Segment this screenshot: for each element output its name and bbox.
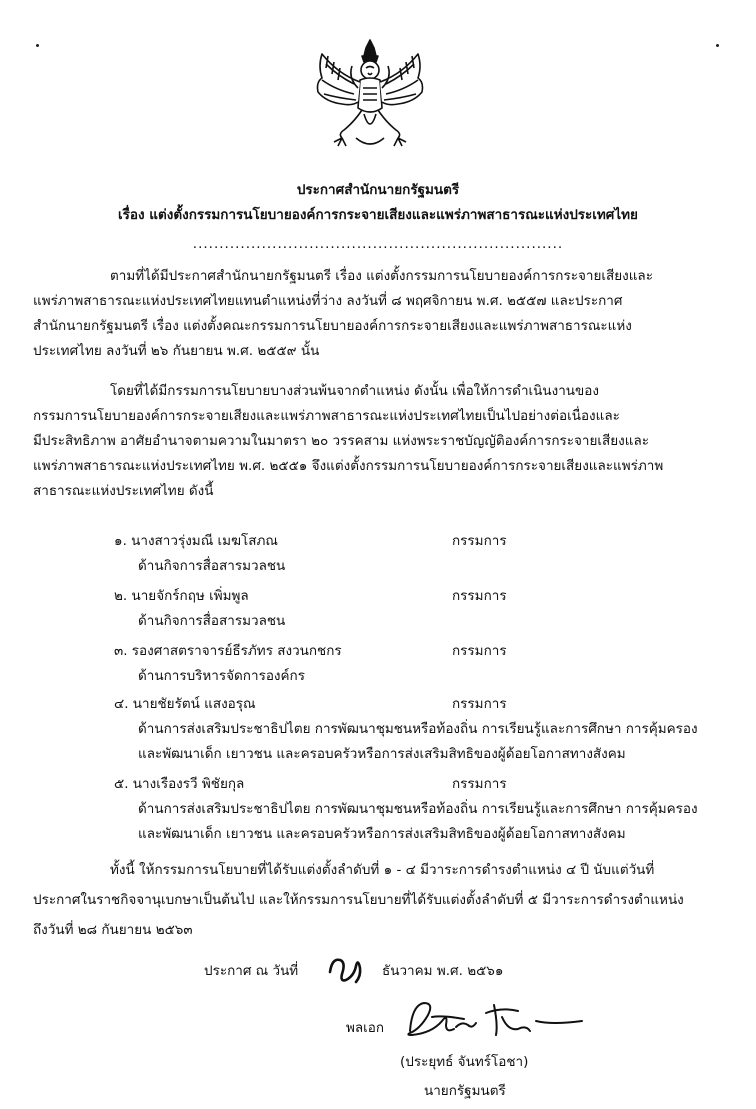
member-5-role: กรรมการ — [452, 776, 507, 792]
paragraph1-line-3: สำนักนายกรัฐมนตรี เรื่อง แต่งตั้งคณะกรรมการนโยบายองค์การกระจายเสียงและแพร่ภาพสาธารณะแห่ง — [33, 318, 632, 334]
announcement-prefix: ประกาศ ณ วันที่ — [204, 963, 299, 979]
paragraph3-line-1: ทั้งนี้ ให้กรรมการนโยบายที่ได้รับแต่งตั้งลำดับที่ ๑ - ๔ มีวาระการดำรงตำแหน่ง ๔ ปี นับแต่วันที่ — [110, 862, 655, 878]
paragraph3-line-3: ถึงวันที่ ๒๘ กันยายน ๒๕๖๓ — [33, 922, 193, 938]
paragraph1-line-1: ตามที่ได้มีประกาศสำนักนายกรัฐมนตรี เรื่อง แต่งตั้งกรรมการนโยบายองค์การกระจายเสียงและ — [110, 268, 653, 284]
member-3-role: กรรมการ — [452, 643, 507, 659]
member-1-detail-1: ด้านกิจการสื่อสารมวลชน — [138, 558, 286, 574]
member-5-detail-1: ด้านการส่งเสริมประชาธิปไตย การพัฒนาชุมชนหรือท้องถิ่น การเรียนรู้และการศึกษา การคุ้มครอง — [138, 801, 698, 817]
paragraph1-line-4: ประเทศไทย ลงวันที่ ๒๖ กันยายน พ.ศ. ๒๕๕๙ นั้น — [33, 343, 320, 359]
corner-mark-right — [716, 44, 719, 47]
signature-rank: พลเอก — [346, 1020, 385, 1036]
paragraph3-line-2: ประกาศในราชกิจจานุเบกษาเป็นต้นไป และให้กรรมการนโยบายที่ได้รับแต่งตั้งลำดับที่ ๕ มีวาระการดำรงตำแหน่ง — [33, 892, 684, 908]
member-5-detail-2: และพัฒนาเด็ก เยาวชน และครอบครัวหรือการส่งเสริมสิทธิของผู้ด้อยโอกาสทางสังคม — [138, 826, 626, 842]
signatory-name: (ประยุทธ์ จันทร์โอชา) — [400, 1054, 529, 1070]
document-subject: เรื่อง แต่งตั้งกรรมการนโยบายองค์การกระจายเสียงและแพร่ภาพสาธารณะแห่งประเทศไทย — [118, 207, 638, 223]
member-1-name: ๑. นางสาวรุ่งมณี เมฆโสภณ — [114, 533, 278, 549]
member-2-detail-1: ด้านกิจการสื่อสารมวลชน — [138, 613, 286, 629]
garuda-emblem-icon — [308, 38, 432, 152]
announcement-month-year: ธันวาคม พ.ศ. ๒๕๖๑ — [382, 963, 504, 979]
member-2-name: ๒. นายจักร์กฤษ เพิ่มพูล — [114, 588, 249, 604]
signature-icon — [402, 995, 592, 1040]
paragraph2-line-4: แพร่ภาพสาธารณะแห่งประเทศไทย พ.ศ. ๒๕๕๑ จึงแต่งตั้งกรรมการนโยบายองค์การกระจายเสียงและแพร่ภาพ — [33, 458, 664, 474]
member-4-detail-1: ด้านการส่งเสริมประชาธิปไตย การพัฒนาชุมชนหรือท้องถิ่น การเรียนรู้และการศึกษา การคุ้มครอง — [138, 721, 698, 737]
member-4-name: ๔. นายชัยรัตน์ แสงอรุณ — [114, 696, 256, 712]
member-4-detail-2: และพัฒนาเด็ก เยาวชน และครอบครัวหรือการส่งเสริมสิทธิของผู้ด้อยโอกาสทางสังคม — [138, 746, 626, 762]
heading-separator: ...................................................................... — [192, 236, 564, 252]
document-title: ประกาศสำนักนายกรัฐมนตรี — [296, 182, 460, 198]
member-3-name: ๓. รองศาสตราจารย์ธีรภัทร สงวนกชกร — [114, 643, 342, 659]
paragraph2-line-3: มีประสิทธิภาพ อาศัยอำนาจตามความในมาตรา ๒๐ วรรคสาม แห่งพระราชบัญญัติองค์การกระจายเสียงและ — [33, 433, 649, 449]
member-2-role: กรรมการ — [452, 588, 507, 604]
member-1-role: กรรมการ — [452, 533, 507, 549]
member-3-detail-1: ด้านการบริหารจัดการองค์กร — [138, 668, 305, 684]
member-4-role: กรรมการ — [452, 696, 507, 712]
member-5-name: ๕. นางเรืองรวี พิชัยกุล — [114, 776, 245, 792]
signatory-position: นายกรัฐมนตรี — [424, 1083, 506, 1099]
paragraph1-line-2: แพร่ภาพสาธารณะแห่งประเทศไทยแทนตำแหน่งที่ว่าง ลงวันที่ ๘ พฤศจิกายน พ.ศ. ๒๕๕๗ และประกาศ — [33, 293, 623, 309]
paragraph2-line-1: โดยที่ได้มีกรรมการนโยบายบางส่วนพ้นจากตำแหน่ง ดังนั้น เพื่อให้การดำเนินงานของ — [110, 383, 599, 399]
paragraph2-line-2: กรรมการนโยบายองค์การกระจายเสียงและแพร่ภาพสาธารณะแห่งประเทศไทยเป็นไปอย่างต่อเนื่องและ — [33, 408, 620, 424]
handwritten-day-icon — [326, 950, 366, 986]
corner-mark-left — [36, 44, 39, 47]
paragraph2-line-5: สาธารณะแห่งประเทศไทย ดังนี้ — [33, 483, 214, 499]
